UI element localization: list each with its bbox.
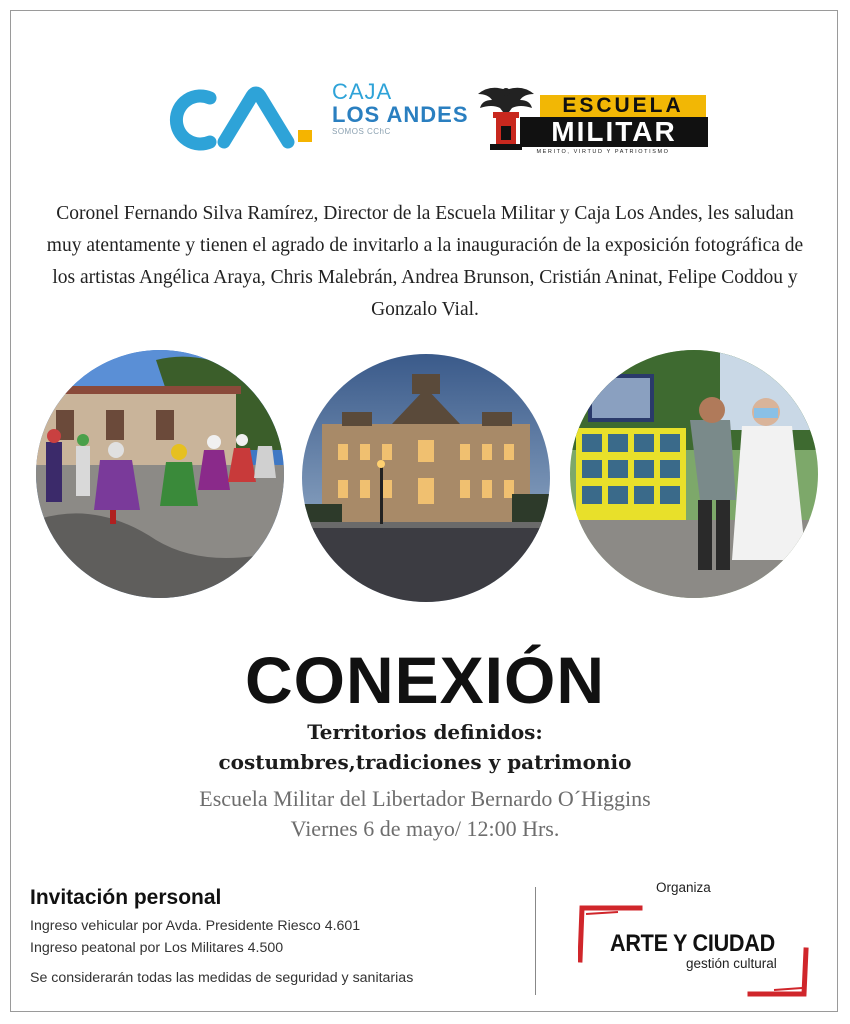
pedestrian-entrance: Ingreso peatonal por Los Militares 4.500 [30, 940, 284, 956]
caja-line2: LOS ANDES [332, 102, 469, 127]
event-subtitle-line2: costumbres,tradiciones y patrimonio [218, 750, 632, 774]
caja-line1: CAJA [332, 79, 393, 104]
organizer-name: ARTE Y CIUDAD [610, 930, 775, 957]
safety-note: Se considerarán todas las medidas de seguridad y sanitarias [30, 970, 414, 986]
event-venue: Escuela Militar del Libertador Bernardo O´Higgins [199, 786, 651, 811]
escuela-motto: MERITO, VIRTUD Y PATRIOTISMO [536, 149, 670, 155]
footer-divider [535, 887, 536, 995]
organiza-label: Organiza [656, 880, 711, 895]
photo-festival-dancers [36, 350, 284, 598]
event-title: CONEXIÓN [244, 643, 606, 717]
photo-palace-building [302, 354, 550, 602]
caja-los-andes-wordmark [332, 80, 469, 138]
intro-paragraph: Coronel Fernando Silva Ramírez, Director de la Escuela Militar y Caja Los Andes, les saludan muy atentamente y tienen el agrado de invitarlo a la inauguración de la exposición fotográfica de los artistas Angélica Araya, Chris Malebrán, Andrea Brunson, Cristián Aninat, Felipe Coddou y Gonzalo Vial. [46, 203, 804, 320]
event-subtitle-line1: Territorios definidos: [307, 720, 543, 744]
vehicle-entrance: Ingreso vehicular por Avda. Presidente Riesco 4.601 [30, 918, 361, 934]
caja-tagline: SOMOS CChC [332, 127, 391, 136]
militar-word: MILITAR [520, 117, 708, 147]
organizer-subtitle: gestión cultural [686, 956, 777, 971]
escuela-word: ESCUELA [540, 95, 706, 117]
event-datetime: Viernes 6 de mayo/ 12:00 Hrs. [290, 816, 560, 841]
invitation-title: Invitación personal [30, 886, 222, 909]
photo-street-exhibition [570, 350, 818, 598]
